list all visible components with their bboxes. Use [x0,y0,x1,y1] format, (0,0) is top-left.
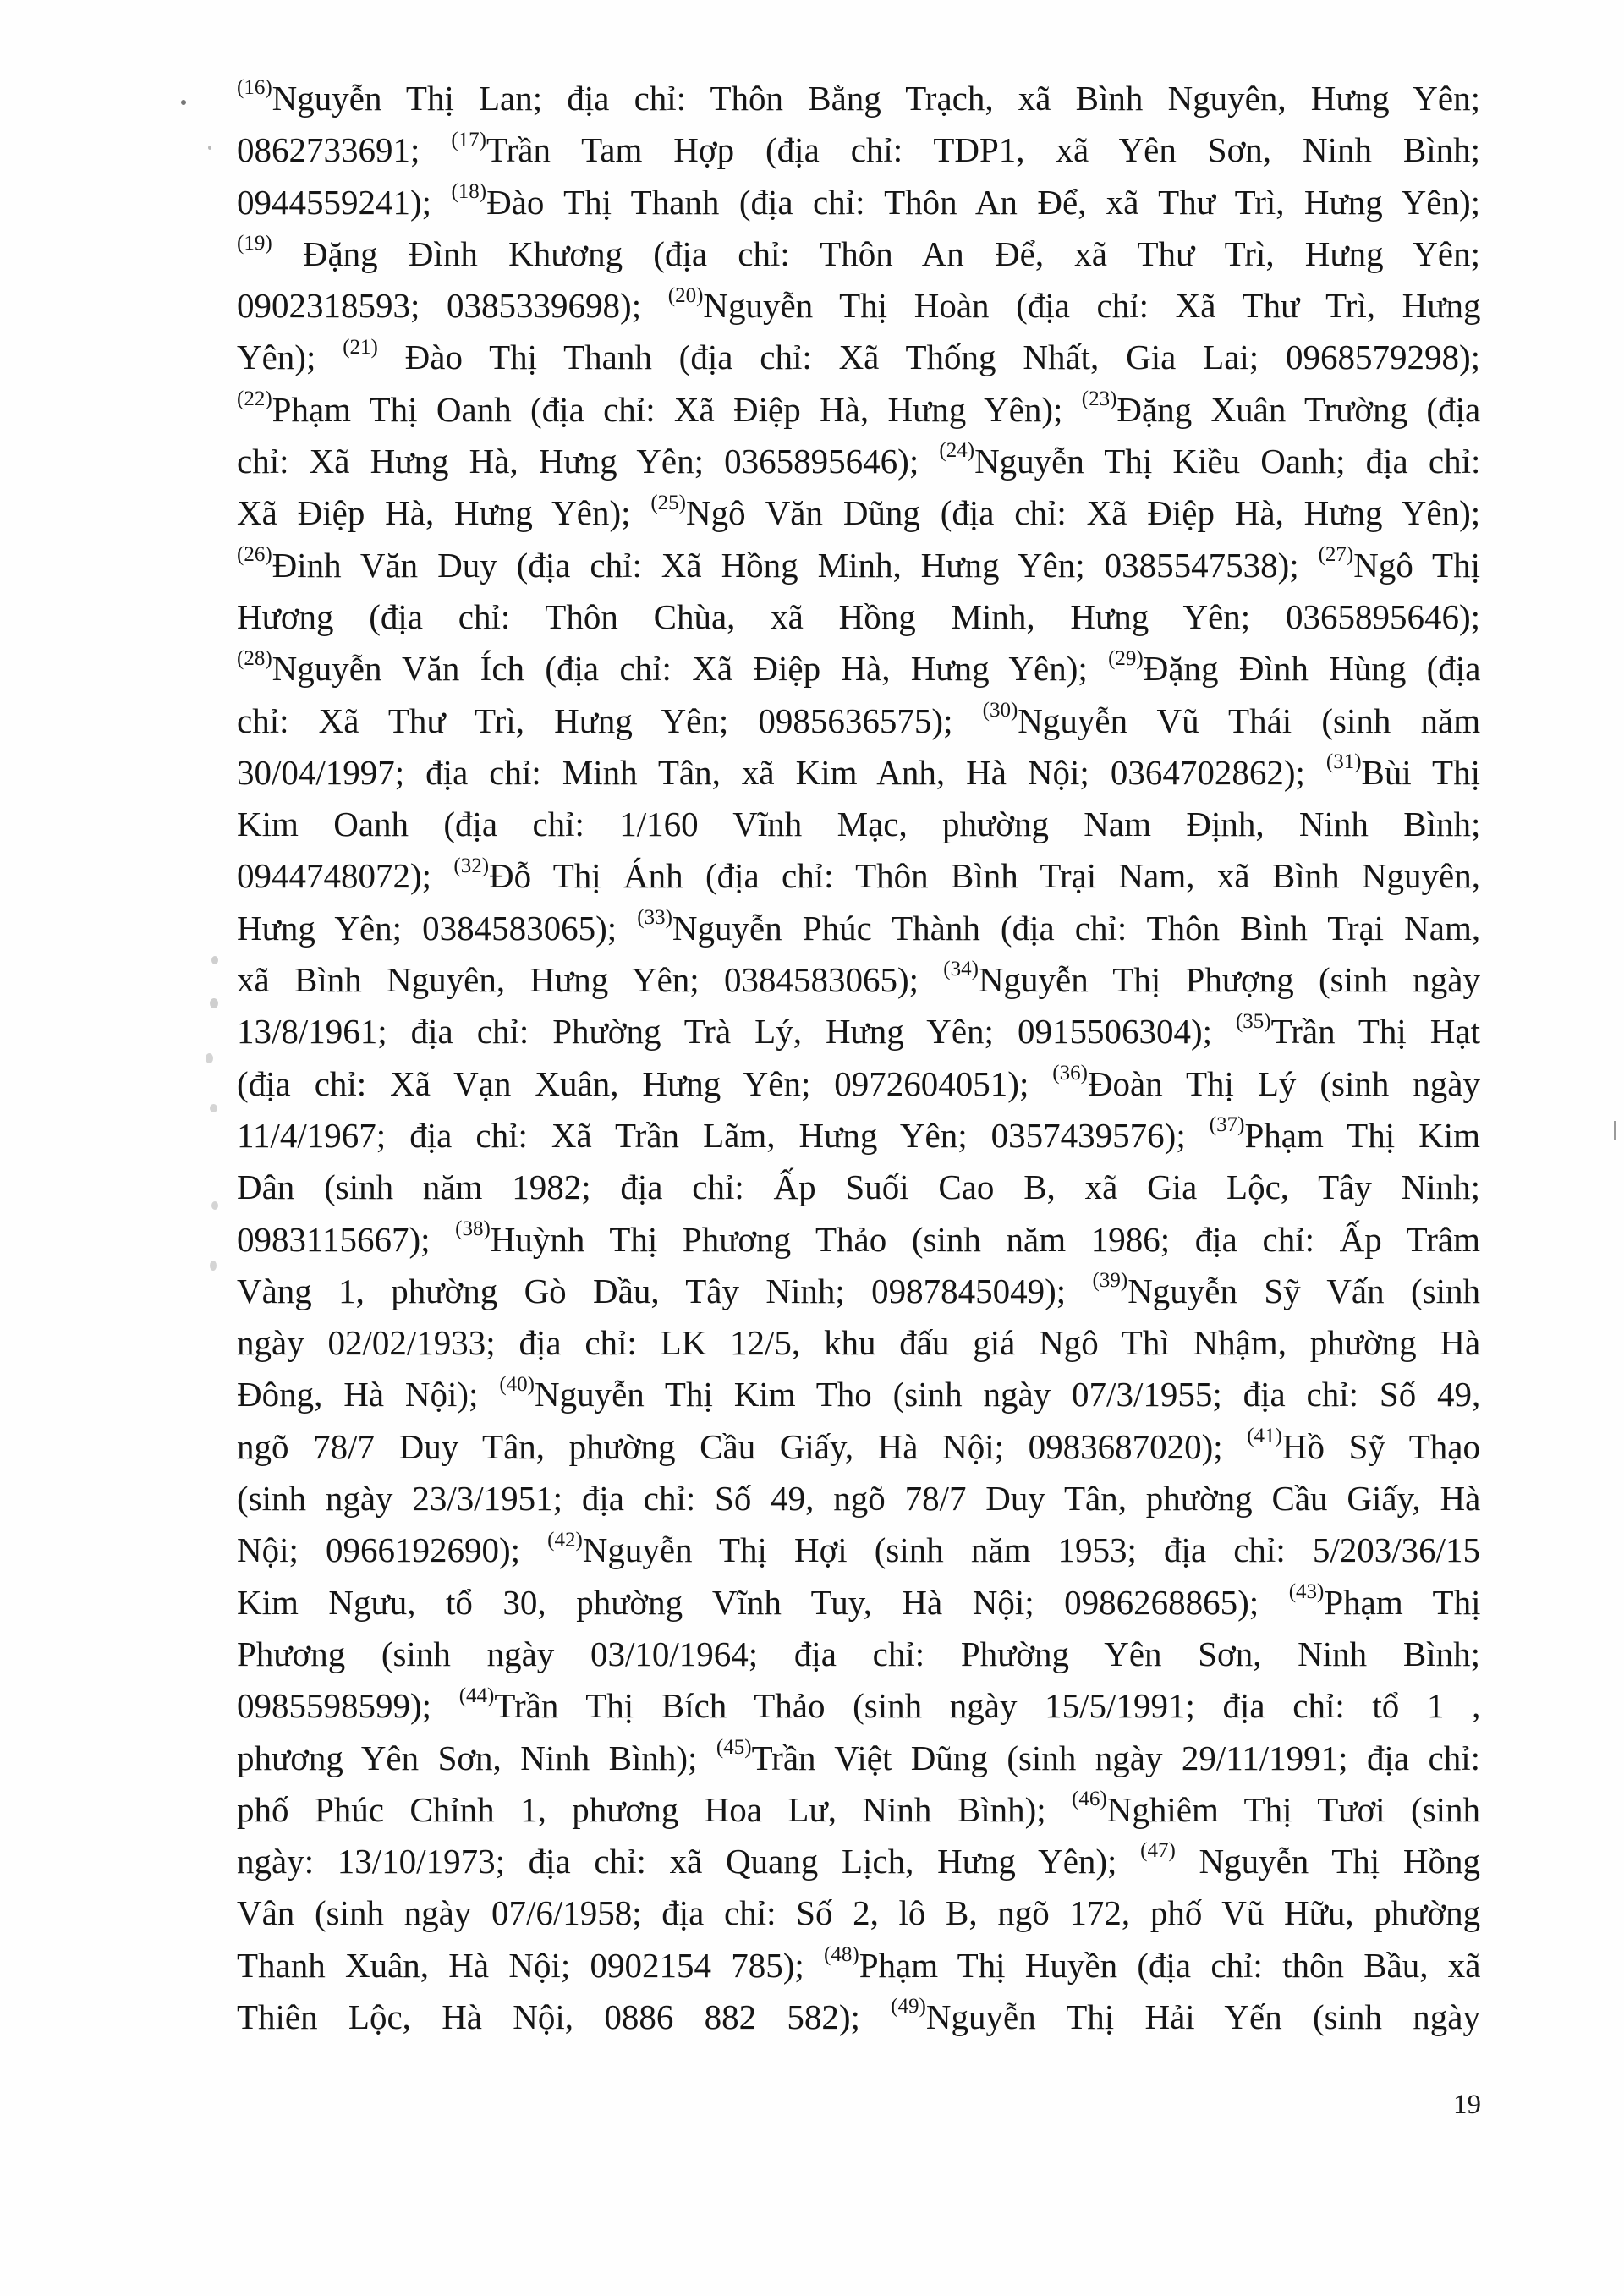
text-run: Đặng Xuân Trường (địa [1116,389,1481,429]
text-run: Trần Việt Dũng (sinh ngày 29/11/1991; địa chỉ: [751,1738,1480,1777]
text-line [237,1369,1480,1420]
text-run: xã Bình Nguyên, Hưng Yên; 0384583065); [237,960,944,1000]
text-line [237,124,1480,176]
text-line [237,1836,1480,1887]
text-run: ngày: 13/10/1973; địa chỉ: xã Quang Lịch, Hưng Yên); [237,1842,1141,1881]
text-line [237,1887,1480,1939]
footnote-ref: (33) [637,906,672,930]
footnote-ref: (35) [1235,1009,1271,1033]
text-run: Phạm Thị Huyền (địa chỉ: thôn Bầu, xã [859,1945,1481,1985]
text-line [237,177,1480,228]
footnote-ref: (49) [891,1995,926,2019]
text-run: Nguyễn Thị Phượng (sinh ngày [978,960,1480,1000]
text-run: phố Phúc Chỉnh 1, phương Hoa Lư, Ninh Bình); [237,1789,1073,1829]
body-text [237,73,1480,2043]
text-run: Đào Thị Thanh (địa chỉ: Xã Thống Nhất, Gia Lai; 0968579298); [377,338,1481,377]
text-line [237,1940,1480,1991]
text-run: Trần Thị Hạt [1270,1012,1480,1052]
text-run: 30/04/1997; địa chỉ: Minh Tân, xã Kim Anh, Hà Nội; 0364702862); [237,752,1326,792]
text-line [237,436,1480,487]
scan-speck [181,100,186,105]
scan-speck [210,1104,217,1112]
text-run: Thiên Lộc, Hà Nội, 0886 882 582); [237,1997,892,2036]
text-run: Đinh Văn Duy (địa chỉ: Xã Hồng Minh, Hưng Yên; 0385547538); [272,545,1319,585]
text-line [237,1110,1480,1162]
text-line [237,1680,1480,1732]
footnote-ref: (44) [458,1684,495,1707]
text-line [237,747,1480,799]
footnote-ref: (29) [1108,646,1144,670]
text-line [237,228,1480,280]
text-run: Nội; 0966192690); [237,1530,548,1570]
footnote-ref: (47) [1140,1839,1176,1863]
text-line [237,384,1480,436]
text-run: Nghiêm Thị Tươi (sinh [1106,1789,1480,1829]
text-run: Bùi Thị [1361,752,1480,792]
footnote-ref: (30) [982,698,1018,722]
text-run: Nguyễn Thị Hoàn (địa chỉ: Xã Thư Trì, Hưng [703,286,1481,326]
text-run: Nguyễn Thị Kim Tho (sinh ngày 07/3/1955; địa chỉ: Số 49, [534,1375,1481,1414]
text-run: Xã Điệp Hà, Hưng Yên); [237,493,651,533]
text-run: 0944559241); [237,182,452,222]
footnote-ref: (31) [1325,750,1362,774]
text-run: chỉ: Xã Hưng Hà, Hưng Yên; 0365895646); [237,442,940,481]
scan-speck [211,1201,218,1210]
scan-speck [1614,1121,1616,1140]
text-line [237,1058,1480,1110]
text-line [237,1214,1480,1266]
text-line [237,1006,1480,1057]
footnote-ref: (27) [1318,543,1354,567]
footnote-ref: (21) [343,335,378,359]
scan-speck [206,1053,213,1063]
text-run: Nguyễn Thị Hợi (sinh năm 1953; địa chỉ: 5/203/36/15 [582,1530,1480,1570]
text-run: Đào Thị Thanh (địa chỉ: Thôn An Để, xã Thư Trì, Hưng Yên); [486,182,1480,222]
text-run: 0983115667); [237,1219,456,1259]
text-run: Ngô Thị [1353,545,1480,585]
text-run: Đỗ Thị Ánh (địa chỉ: Thôn Bình Trại Nam, xã Bình Nguyên, [489,856,1480,896]
text-line [237,332,1480,383]
text-line [237,850,1480,902]
scan-speck [211,956,218,964]
text-run: Trần Thị Bích Thảo (sinh ngày 15/5/1991; địa chỉ: tổ 1 , [494,1686,1481,1726]
footnote-ref: (24) [939,439,975,463]
footnote-ref: (38) [455,1217,491,1240]
text-run: Phạm Thị [1324,1582,1481,1622]
text-run: Đặng Đình Khương (địa chỉ: Thôn An Để, xã Thư Trì, Hưng Yên; [272,233,1480,273]
footnote-ref: (41) [1247,1425,1282,1448]
footnote-ref: (22) [237,387,272,411]
footnote-ref: (40) [499,1372,535,1396]
text-run: Nguyễn Thị Hồng [1175,1842,1480,1881]
text-line [237,954,1480,1006]
footnote-ref: (36) [1052,1061,1088,1085]
footnote-ref: (42) [547,1528,583,1552]
text-run: (sinh ngày 23/3/1951; địa chỉ: Số 49, ngõ 78/7 Duy Tân, phường Cầu Giấy, Hà [237,1479,1481,1519]
text-run: Huỳnh Thị Phương Thảo (sinh năm 1986; địa chỉ: Ấp Trâm [490,1219,1480,1259]
footnote-ref: (37) [1209,1113,1245,1137]
footnote-ref: (20) [667,283,704,307]
text-run: Vân (sinh ngày 07/6/1958; địa chỉ: Số 2, lô B, ngõ 172, phố Vũ Hữu, phường [237,1893,1481,1933]
text-line [237,591,1480,643]
text-run: Trần Tam Hợp (địa chỉ: TDP1, xã Yên Sơn, Ninh Bình; [486,130,1481,170]
text-run: Hưng Yên; 0384583065); [237,908,638,948]
text-line [237,1524,1480,1576]
text-run: 0902318593; 0385339698); [237,286,668,326]
text-run: Nguyễn Văn Ích (địa chỉ: Xã Điệp Hà, Hưng Yên); [272,649,1109,689]
text-line [237,903,1480,954]
page-number: 19 [1453,2090,1481,2120]
scan-speck [208,146,211,150]
text-run: Nguyễn Thị Kiều Oanh; địa chỉ: [974,442,1481,481]
text-line [237,1629,1480,1680]
footnote-ref: (16) [237,76,272,100]
text-run: 13/8/1961; địa chỉ: Phường Trà Lý, Hưng Yên; 0915506304); [237,1012,1236,1052]
text-line [237,73,1480,124]
text-run: Thanh Xuân, Hà Nội; 0902154 785); [237,1945,825,1985]
text-run: Phạm Thị Kim [1244,1115,1481,1155]
footnote-ref: (48) [824,1943,859,1967]
footnote-ref: (19) [237,232,272,255]
text-run: Hồ Sỹ Thạo [1281,1426,1480,1466]
text-run: Vàng 1, phường Gò Dầu, Tây Ninh; 0987845049); [237,1271,1093,1310]
footnote-ref: (39) [1092,1269,1128,1293]
text-line [237,1162,1480,1213]
text-run: Phạm Thị Oanh (địa chỉ: Xã Điệp Hà, Hưng Yên); [272,389,1082,429]
text-line [237,280,1480,332]
text-run: Kim Ngưu, tổ 30, phường Vĩnh Tuy, Hà Nội; 0986268865); [237,1582,1289,1622]
text-run: phương Yên Sơn, Ninh Bình); [237,1738,716,1777]
text-run: ngày 02/02/1933; địa chỉ: LK 12/5, khu đấu giá Ngô Thì Nhậm, phường Hà [237,1323,1481,1363]
text-line [237,643,1480,695]
footnote-ref: (18) [451,179,487,203]
text-run: Đoàn Thị Lý (sinh ngày [1087,1063,1480,1103]
text-run: 0862733691; [237,130,452,170]
footnote-ref: (32) [453,854,490,877]
footnote-ref: (26) [237,543,272,567]
text-line [237,540,1480,591]
footnote-ref: (34) [943,958,979,981]
text-run: 0944748072); [237,856,454,896]
footnote-ref: (46) [1072,1788,1107,1811]
text-run: Hương (địa chỉ: Thôn Chùa, xã Hồng Minh, Hưng Yên; 0365895646); [237,596,1480,636]
text-run: Phương (sinh ngày 03/10/1964; địa chỉ: Phường Yên Sơn, Ninh Bình; [237,1634,1480,1673]
footnote-ref: (17) [451,128,486,151]
text-run: Nguyễn Vũ Thái (sinh năm [1018,700,1481,740]
text-run: Dân (sinh năm 1982; địa chỉ: Ấp Suối Cao B, xã Gia Lộc, Tây Ninh; [237,1167,1480,1207]
text-run: (địa chỉ: Xã Vạn Xuân, Hưng Yên; 0972604051); [237,1063,1053,1103]
text-line [237,1317,1480,1369]
footnote-ref: (45) [716,1735,752,1759]
footnote-ref: (23) [1081,387,1117,411]
text-line [237,799,1480,850]
scan-speck [210,1261,217,1271]
text-line [237,1784,1480,1836]
text-run: Ngô Văn Dũng (địa chỉ: Xã Điệp Hà, Hưng Yên); [686,493,1481,533]
text-run: Đông, Hà Nội); [237,1375,500,1414]
text-run: Nguyễn Thị Lan; địa chỉ: Thôn Bằng Trạch, xã Bình Nguyên, Hưng Yên; [272,79,1480,118]
text-line [237,1421,1480,1473]
text-run: Nguyễn Sỹ Vấn (sinh [1127,1271,1480,1310]
footnote-ref: (43) [1288,1579,1325,1603]
footnote-ref: (25) [650,491,686,514]
text-run: 0985598599); [237,1686,459,1726]
text-run: Nguyễn Phúc Thành (địa chỉ: Thôn Bình Trại Nam, [672,908,1481,948]
text-line [237,1473,1480,1524]
text-run: Đặng Đình Hùng (địa [1143,649,1481,689]
footnote-ref: (28) [237,646,272,670]
text-line [237,695,1480,747]
text-line [237,487,1480,539]
text-run: chỉ: Xã Thư Trì, Hưng Yên; 0985636575); [237,700,983,740]
text-line [237,1991,1480,2043]
text-run: Kim Oanh (địa chỉ: 1/160 Vĩnh Mạc, phường Nam Định, Ninh Bình; [237,805,1481,844]
text-run: ngõ 78/7 Duy Tân, phường Cầu Giấy, Hà Nội; 0983687020); [237,1426,1248,1466]
text-line [237,1577,1480,1629]
text-run: Yên); [237,338,343,377]
text-run: Nguyễn Thị Hải Yến (sinh ngày [925,1997,1480,2036]
text-line [237,1266,1480,1317]
text-line [237,1733,1480,1784]
text-run: 11/4/1967; địa chỉ: Xã Trần Lãm, Hưng Yên; 0357439576); [237,1115,1210,1155]
scan-speck [210,998,218,1008]
